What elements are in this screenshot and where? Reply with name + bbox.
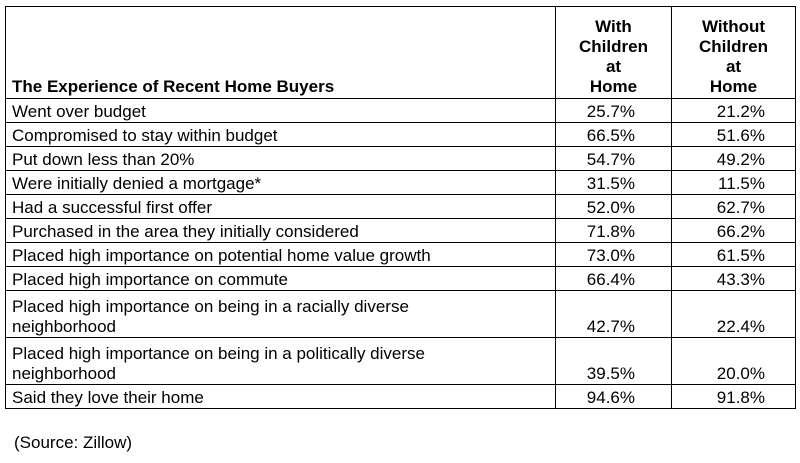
value-with-children: 94.6% [556, 385, 672, 409]
column-header-without-children-label: Without Children at Home [699, 17, 768, 96]
table-row [6, 195, 796, 219]
value-without-children: 11.5% [672, 171, 796, 195]
value-with-children: 66.4% [556, 267, 672, 291]
value-without-children: 43.3% [672, 267, 796, 291]
value-with-children: 31.5% [556, 171, 672, 195]
value-with-children: 52.0% [556, 195, 672, 219]
value-without-children: 91.8% [672, 385, 796, 409]
table-row [6, 219, 796, 243]
row-label: Went over budget [6, 99, 556, 123]
table-row [6, 338, 796, 385]
value-without-children: 49.2% [672, 147, 796, 171]
source-note: (Source: Zillow) [14, 433, 133, 452]
column-header-with-children [556, 7, 672, 99]
table-row [6, 99, 796, 123]
table-row [6, 243, 796, 267]
value-without-children: 66.2% [672, 219, 796, 243]
value-without-children: 22.4% [672, 291, 796, 338]
value-with-children: 66.5% [556, 123, 672, 147]
value-without-children: 51.6% [672, 123, 796, 147]
table-row [6, 267, 796, 291]
table-title: The Experience of Recent Home Buyers [6, 7, 556, 99]
value-with-children: 42.7% [556, 291, 672, 338]
row-label: Placed high importance on commute [6, 267, 556, 291]
table-row [6, 385, 796, 409]
column-header-with-children-label: With Children at Home [579, 17, 648, 96]
row-label: Placed high importance on being in a racially diverse neighborhood [12, 297, 409, 336]
value-with-children: 25.7% [556, 99, 672, 123]
row-label: Had a successful first offer [6, 195, 556, 219]
value-with-children: 71.8% [556, 219, 672, 243]
row-label-cell [6, 291, 556, 338]
row-label: Purchased in the area they initially considered [6, 219, 556, 243]
home-buyers-table [5, 6, 796, 409]
value-with-children: 39.5% [556, 338, 672, 385]
row-label: Said they love their home [6, 385, 556, 409]
row-label: Placed high importance on potential home value growth [6, 243, 556, 267]
table-row [6, 171, 796, 195]
row-label: Were initially denied a mortgage* [6, 171, 556, 195]
row-label-cell [6, 338, 556, 385]
table-row [6, 147, 796, 171]
row-label: Compromised to stay within budget [6, 123, 556, 147]
row-label: Put down less than 20% [6, 147, 556, 171]
value-without-children: 20.0% [672, 338, 796, 385]
row-label: Placed high importance on being in a politically diverse neighborhood [12, 344, 425, 383]
value-with-children: 73.0% [556, 243, 672, 267]
value-without-children: 61.5% [672, 243, 796, 267]
table-header-row [6, 7, 796, 99]
value-without-children: 62.7% [672, 195, 796, 219]
value-without-children: 21.2% [672, 99, 796, 123]
column-header-without-children [672, 7, 796, 99]
table-row [6, 291, 796, 338]
table-row [6, 123, 796, 147]
value-with-children: 54.7% [556, 147, 672, 171]
